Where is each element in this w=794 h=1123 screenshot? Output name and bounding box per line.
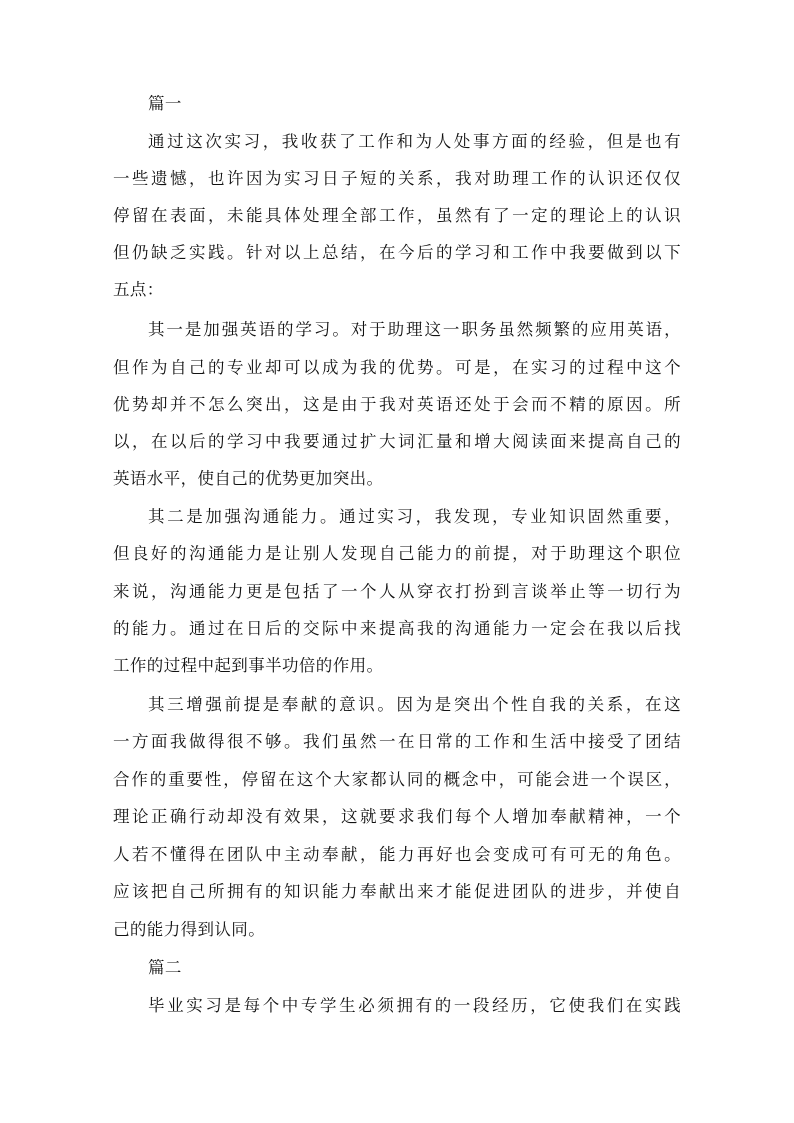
paragraph-line: 其三增强前提是奉献的意识。因为是突出个性自我的关系，在这 <box>148 695 681 714</box>
section-heading: 篇二 <box>148 958 182 977</box>
paragraph-line: 己的能力得到认同。 <box>113 920 266 939</box>
paragraph-line: 英语水平，使自己的优势更加突出。 <box>113 469 384 488</box>
paragraph-line: 但良好的沟通能力是让别人发现自己能力的前提，对于助理这个职位 <box>113 544 681 563</box>
section-heading: 篇一 <box>148 94 182 113</box>
paragraph-line: 理论正确行动却没有效果，这就要求我们每个人增加奉献精神，一个 <box>113 807 681 826</box>
paragraph-line: 合作的重要性，停留在这个大家都认同的概念中，可能会进一个误区， <box>113 770 681 789</box>
paragraph-line: 但仍缺乏实践。针对以上总结，在今后的学习和工作中我要做到以下 <box>113 243 681 262</box>
paragraph-line: 其一是加强英语的学习。对于助理这一职务虽然频繁的应用英语， <box>148 320 681 339</box>
paragraph-line: 人若不懂得在团队中主动奉献，能力再好也会变成可有可无的角色。 <box>113 845 681 864</box>
paragraph-line: 以，在以后的学习中我要通过扩大词汇量和增大阅读面来提高自己的 <box>113 432 681 451</box>
paragraph-line: 来说，沟通能力更是包括了一个人从穿衣打扮到言谈举止等一切行为 <box>113 582 681 601</box>
paragraph-line: 工作的过程中起到事半功倍的作用。 <box>113 656 384 675</box>
paragraph-line: 一方面我做得很不够。我们虽然一在日常的工作和生活中接受了团结 <box>113 732 681 751</box>
paragraph-line: 五点： <box>113 280 164 299</box>
paragraph-line: 停留在表面，未能具体处理全部工作，虽然有了一定的理论上的认识 <box>113 206 681 225</box>
paragraph-line: 应该把自己所拥有的知识能力奉献出来才能促进团队的进步，并使自 <box>113 882 681 901</box>
paragraph-line: 优势却并不怎么突出，这是由于我对英语还处于会而不精的原因。所 <box>113 395 681 414</box>
paragraph-line: 通过这次实习，我收获了工作和为人处事方面的经验，但是也有 <box>148 132 681 151</box>
paragraph-line: 其二是加强沟通能力。通过实习，我发现，专业知识固然重要， <box>148 507 681 526</box>
paragraph-line: 的能力。通过在日后的交际中来提高我的沟通能力一定会在我以后找 <box>113 619 681 638</box>
paragraph-line: 但作为自己的专业却可以成为我的优势。可是，在实习的过程中这个 <box>113 358 681 377</box>
paragraph-line: 毕业实习是每个中专学生必须拥有的一段经历，它使我们在实践 <box>148 996 681 1015</box>
paragraph-line: 一些遗憾，也许因为实习日子短的关系，我对助理工作的认识还仅仅 <box>113 169 681 188</box>
